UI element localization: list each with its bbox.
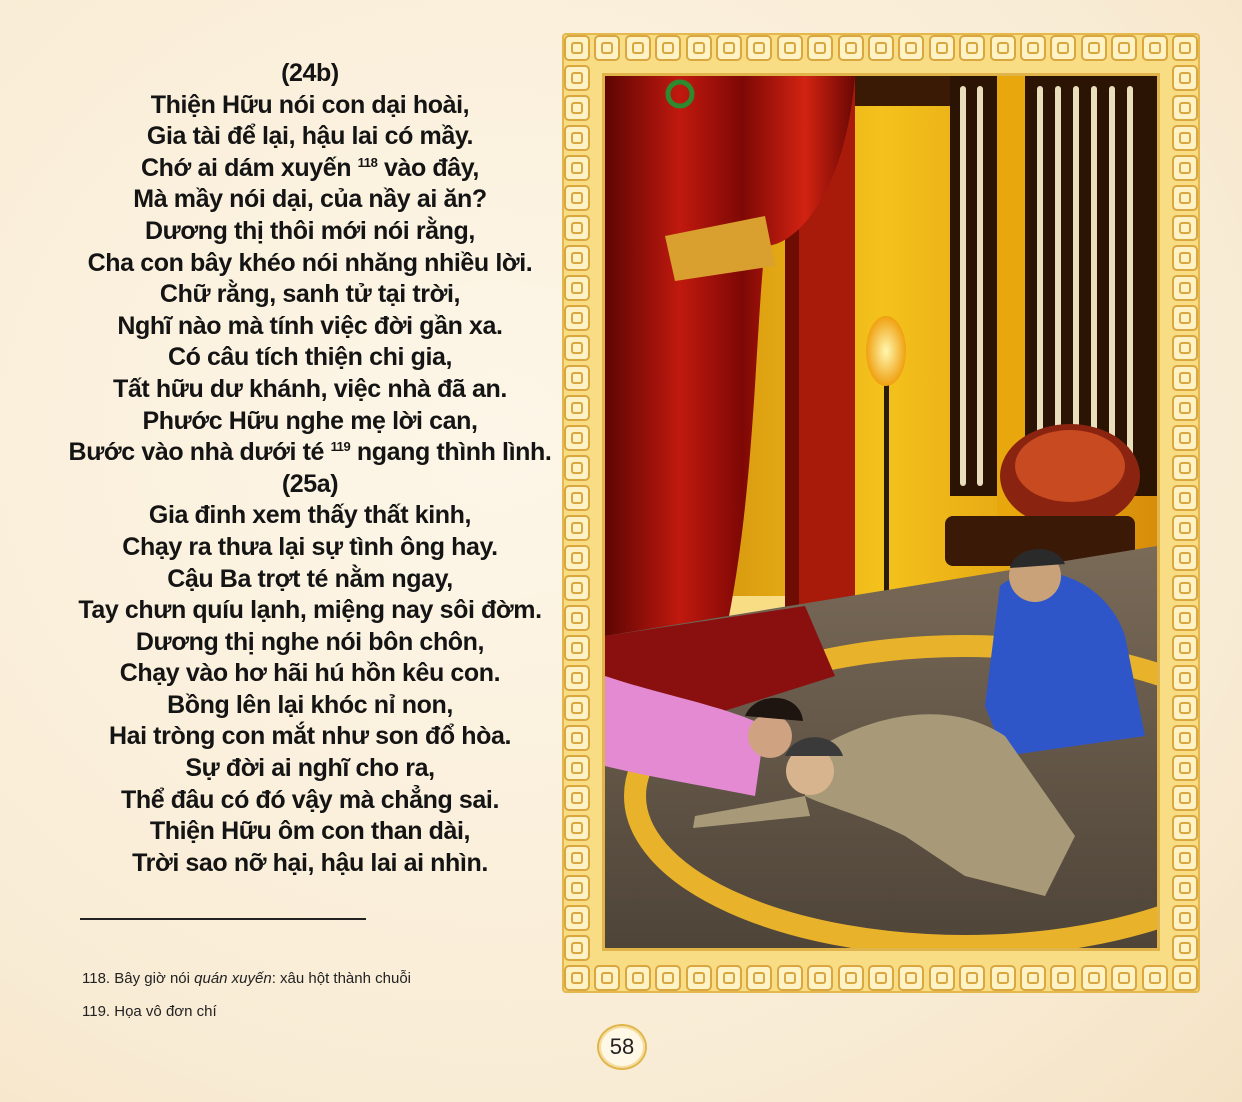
border-ornament-tile: [655, 35, 681, 61]
border-ornament-tile: [777, 965, 803, 991]
border-ornament-tile: [807, 35, 833, 61]
border-ornament-tile: [929, 965, 955, 991]
border-ornament-tile: [959, 35, 985, 61]
border-ornament-tile: [1172, 695, 1198, 721]
border-ornament-tile: [1172, 305, 1198, 331]
border-ornament-tile: [564, 845, 590, 871]
border-ornament-tile: [1172, 605, 1198, 631]
border-ornament-tile: [1172, 65, 1198, 91]
border-ornament-tile: [1172, 95, 1198, 121]
verse-line: Cha con bây khéo nói nhăng nhiều lời.: [87, 248, 533, 277]
border-ornament-tile: [686, 35, 712, 61]
border-ornament-tile: [1081, 35, 1107, 61]
verse-line: Hai tròng con mắt như son đổ hòa.: [108, 722, 512, 751]
border-ornament-tile: [1111, 35, 1137, 61]
border-ornament-tile: [1172, 215, 1198, 241]
illustration: [602, 73, 1160, 951]
border-ornament-tile: [564, 875, 590, 901]
border-ornament-tile: [564, 425, 590, 451]
footnote-divider: [80, 918, 366, 920]
border-ornament-tile: [868, 965, 894, 991]
border-ornament-tile: [564, 965, 590, 991]
border-ornament-tile: [746, 35, 772, 61]
border-ornament-tile: [564, 365, 590, 391]
border-ornament-tile: [1111, 965, 1137, 991]
border-ornament-tile: [929, 35, 955, 61]
border-ornament-tile: [625, 35, 651, 61]
border-ornament-tile: [990, 35, 1016, 61]
border-ornament-tile: [1172, 875, 1198, 901]
footnote-text: : xâu hột thành chuỗi: [271, 970, 411, 987]
footnote-ref-119[interactable]: 119: [330, 439, 351, 455]
verse-line: Thể đâu có đó vậy mà chẳng sai.: [121, 785, 499, 814]
verse-line: Dương thị nghe nói bôn chôn,: [135, 627, 485, 656]
verse-line-with-footnote: [60, 437, 560, 469]
verse-line: Nghĩ nào mà tính việc đời gần xa.: [117, 311, 503, 340]
border-ornament-tile: [564, 395, 590, 421]
border-ornament-tile: [1172, 365, 1198, 391]
verse-line: Gia đinh xem thấy thất kinh,: [148, 501, 472, 530]
border-ornament-tile: [838, 35, 864, 61]
border-ornament-tile: [564, 215, 590, 241]
footnote-text: 118. Bây giờ nói: [82, 970, 195, 987]
border-ornament-tile: [1172, 905, 1198, 931]
footnote-118: [82, 970, 411, 987]
border-ornament-tile: [564, 785, 590, 811]
border-ornament-tile: [777, 35, 803, 61]
verse-line: Gia tài để lại, hậu lai có mầy.: [146, 122, 474, 151]
page-number: 58: [597, 1024, 647, 1070]
border-ornament-tile: [1172, 155, 1198, 181]
border-ornament-tile: [898, 35, 924, 61]
verse-line: Cậu Ba trợt té nằm ngay,: [167, 564, 453, 593]
border-ornament-tile: [686, 965, 712, 991]
border-ornament-tile: [564, 665, 590, 691]
border-ornament-tile: [564, 725, 590, 751]
border-ornament-tile: [564, 905, 590, 931]
verse-line: Sự đời ai nghĩ cho ra,: [185, 754, 435, 783]
verse-line: Trời sao nỡ hại, hậu lai ai nhìn.: [132, 848, 488, 877]
border-ornament-tile: [564, 515, 590, 541]
border-ornament-tile: [1172, 455, 1198, 481]
border-ornament-tile: [564, 155, 590, 181]
border-ornament-tile: [1172, 335, 1198, 361]
border-ornament-tile: [1172, 665, 1198, 691]
border-ornament-tile: [564, 65, 590, 91]
border-ornament-tile: [564, 455, 590, 481]
border-ornament-tile: [564, 95, 590, 121]
poem-text: [60, 58, 560, 879]
verse-line: Chạy vào hơ hãi hú hồn kêu con.: [119, 659, 501, 688]
border-ornament-tile: [1172, 425, 1198, 451]
border-ornament-tile: [1172, 275, 1198, 301]
border-ornament-tile: [807, 965, 833, 991]
verse-line: Chữ rằng, sanh tử tại trời,: [159, 280, 461, 309]
border-ornament-tile: [564, 305, 590, 331]
verse-line-text: vào đây,: [377, 153, 479, 182]
border-ornament-tile: [1081, 965, 1107, 991]
border-ornament-tile: [716, 965, 742, 991]
border-ornament-tile: [990, 965, 1016, 991]
border-ornament-tile: [1142, 35, 1168, 61]
border-ornament-tile: [716, 35, 742, 61]
border-ornament-tile: [564, 815, 590, 841]
verse-line: Mà mầy nói dại, của nầy ai ăn?: [133, 185, 487, 214]
border-ornament-tile: [1172, 125, 1198, 151]
border-ornament-tile: [1172, 965, 1198, 991]
verse-line: Chạy ra thưa lại sự tình ông hay.: [122, 532, 498, 561]
border-ornament-tile: [564, 755, 590, 781]
verse-line: Có câu tích thiện chi gia,: [167, 343, 453, 372]
verse-line: Thiện Hữu nói con dại hoài,: [150, 90, 470, 119]
border-ornament-tile: [1172, 845, 1198, 871]
border-ornament-tile: [564, 605, 590, 631]
border-ornament-tile: [564, 485, 590, 511]
border-ornament-tile: [1172, 485, 1198, 511]
verse-line-text: ngang thình lình.: [350, 438, 552, 467]
verse-line-with-footnote: [60, 153, 560, 185]
border-ornament-tile: [564, 935, 590, 961]
border-ornament-tile: [1020, 35, 1046, 61]
border-ornament-tile: [564, 35, 590, 61]
footnote-term: quán xuyến: [194, 970, 272, 987]
border-ornament-tile: [564, 245, 590, 271]
verse-line: Phước Hữu nghe mẹ lời can,: [142, 406, 478, 435]
footnote-ref-118[interactable]: 118: [357, 154, 378, 170]
verse-line: Dương thị thôi mới nói rằng,: [145, 216, 475, 245]
border-ornament-tile: [594, 35, 620, 61]
border-ornament-tile: [594, 965, 620, 991]
border-ornament-tile: [564, 275, 590, 301]
border-ornament-tile: [564, 575, 590, 601]
border-ornament-tile: [1020, 965, 1046, 991]
border-ornament-tile: [868, 35, 894, 61]
border-ornament-tile: [746, 965, 772, 991]
border-ornament-tile: [898, 965, 924, 991]
verse-line-text: Bước vào nhà dưới té: [68, 438, 325, 467]
border-ornament-tile: [1172, 755, 1198, 781]
border-ornament-tile: [1172, 635, 1198, 661]
verse-line-text: Chớ ai dám xuyến: [141, 153, 352, 182]
border-ornament-tile: [838, 965, 864, 991]
border-ornament-tile: [1172, 815, 1198, 841]
border-ornament-tile: [625, 965, 651, 991]
verse-line: Tất hữu dư khánh, việc nhà đã an.: [113, 374, 507, 403]
border-ornament-tile: [1050, 965, 1076, 991]
border-ornament-tile: [564, 185, 590, 211]
footnote-119: 119. Họa vô đơn chí: [82, 1003, 217, 1020]
border-ornament-tile: [1172, 395, 1198, 421]
border-ornament-tile: [1172, 35, 1198, 61]
verse-section-heading: (24b): [281, 59, 339, 87]
border-ornament-tile: [959, 965, 985, 991]
verse-line: Bồng lên lại khóc nỉ non,: [167, 690, 453, 719]
border-ornament-tile: [1142, 965, 1168, 991]
border-ornament-tile: [564, 545, 590, 571]
border-ornament-tile: [1172, 545, 1198, 571]
border-ornament-tile: [1172, 725, 1198, 751]
verse-section-heading: (25a): [281, 469, 339, 498]
verse-line: Thiện Hữu ôm con than dài,: [149, 817, 471, 846]
border-ornament-tile: [1172, 515, 1198, 541]
border-ornament-tile: [1172, 935, 1198, 961]
border-ornament-tile: [1172, 185, 1198, 211]
border-ornament-tile: [1172, 785, 1198, 811]
border-ornament-tile: [564, 695, 590, 721]
border-ornament-tile: [1050, 35, 1076, 61]
border-ornament-tile: [564, 335, 590, 361]
border-ornament-tile: [1172, 575, 1198, 601]
border-ornament-tile: [655, 965, 681, 991]
border-ornament-tile: [1172, 245, 1198, 271]
border-ornament-tile: [564, 125, 590, 151]
border-ornament-tile: [564, 635, 590, 661]
verse-line: Tay chưn quíu lạnh, miệng nay sôi đờm.: [78, 596, 542, 625]
